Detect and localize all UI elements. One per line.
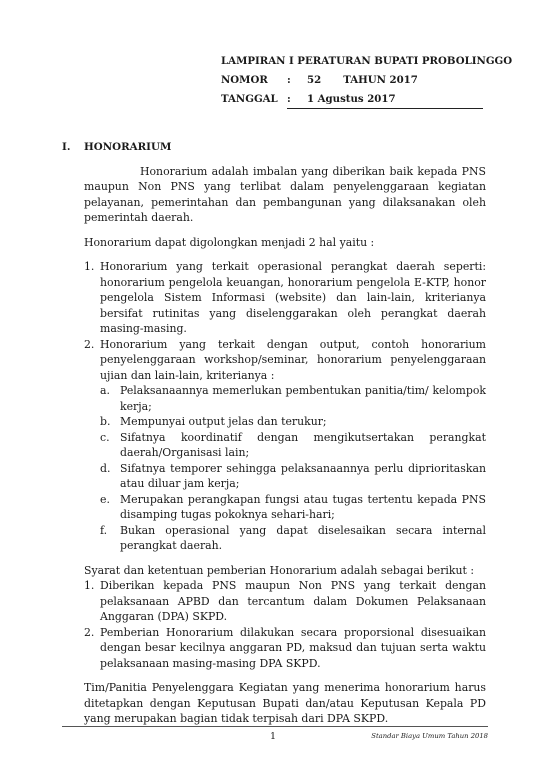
list-item: 2. Pemberian Honorarium dilakukan secara proporsional disesuaikan dengan besar kecilnya anggaran PD, maksud dan tujuan serta waktu pelaksanaan masing-masing DPA SKPD.	[84, 625, 486, 670]
header-nomor-row	[221, 71, 489, 90]
header-underline	[287, 108, 483, 109]
groups-list	[84, 259, 486, 554]
header-title: LAMPIRAN I PERATURAN BUPATI PROBOLINGGO	[221, 55, 513, 67]
header-tanggal-row	[221, 90, 489, 109]
section-title: HONORARIUM	[84, 141, 172, 153]
list-item: a. Pelaksanaannya memerlukan pembentukan panitia/tim/ kelompok kerja;	[100, 384, 486, 413]
tanggal-value: 1 Agustus 2017	[307, 93, 396, 105]
list-item: c. Sifatnya koordinatif dengan mengikutsertakan perangkat daerah/Organisasi lain;	[100, 430, 486, 459]
nomor-colon: :	[287, 74, 291, 86]
document-header	[221, 52, 513, 109]
tanggal-label: TANGGAL	[221, 93, 278, 105]
list-item: 1. Honorarium yang terkait operasional perangkat daerah seperti: honorarium pengelola keuangan, honorarium pengelola E-KTP, honor pengelola Sistem Informasi (website) dan lain-lain, kriterianya bersifat rutinitas yang diselenggarakan oleh perangkat daerah masing-masing.	[84, 260, 486, 335]
terms-list	[84, 578, 486, 671]
list-item: e. Merupakan perangkapan fungsi atau tugas tertentu kepada PNS disamping tugas pokoknya sehari-hari;	[100, 492, 486, 521]
tanggal-colon: :	[287, 93, 291, 105]
page-number: 1	[270, 731, 277, 742]
closing-paragraph: Tim/Panitia Penyelenggara Kegiatan yang menerima honorarium harus ditetapkan dengan Keputusan Bupati dan/atau Keputusan Kepala PD yang merupakan bagian tidak terpisah dari DPA SKPD.	[84, 681, 486, 725]
footer-note: Standar Biaya Umum Tahun 2018	[371, 732, 488, 740]
groups-intro: Honorarium dapat digolongkan menjadi 2 hal yaitu :	[84, 235, 375, 249]
nomor-label: NOMOR	[221, 74, 268, 86]
list-item: f. Bukan operasional yang dapat diselesaikan secara internal perangkat daerah.	[100, 523, 486, 552]
list-item: d. Sifatnya temporer sehingga pelaksanaannya perlu diprioritaskan atau diluar jam kerja;	[100, 461, 486, 490]
section-heading	[62, 140, 486, 156]
terms-intro: Syarat dan ketentuan pemberian Honorarium adalah sebagai berikut :	[84, 563, 474, 577]
criteria-list	[100, 383, 486, 554]
footer-rule	[62, 726, 488, 727]
list-item: b. Mempunyai output jelas dan terukur;	[100, 415, 327, 428]
list-item: 1. Diberikan kepada PNS maupun Non PNS yang terkait dengan pelaksanaan APBD dan tercantum dalam Dokumen Pelaksanaan Anggaran (DPA) SKPD.	[84, 579, 486, 623]
nomor-value: 52	[307, 74, 322, 86]
document-body	[62, 140, 486, 736]
section-number: I.	[62, 141, 71, 153]
intro-paragraph: Honorarium adalah imbalan yang diberikan baik kepada PNS maupun Non PNS yang terlibat dalam penyelenggaraan kegiatan pelayanan, pemerintahan dan pembangunan yang dilaksanakan oleh pemerintah daerah.	[84, 164, 486, 224]
tahun-label: TAHUN 2017	[343, 74, 418, 86]
list-item: 2. Honorarium yang terkait dengan output, contoh honorarium penyelenggaraan workshop/seminar, honorarium penyelenggaraan ujian dan lain-lain, kriterianya :	[84, 337, 486, 382]
